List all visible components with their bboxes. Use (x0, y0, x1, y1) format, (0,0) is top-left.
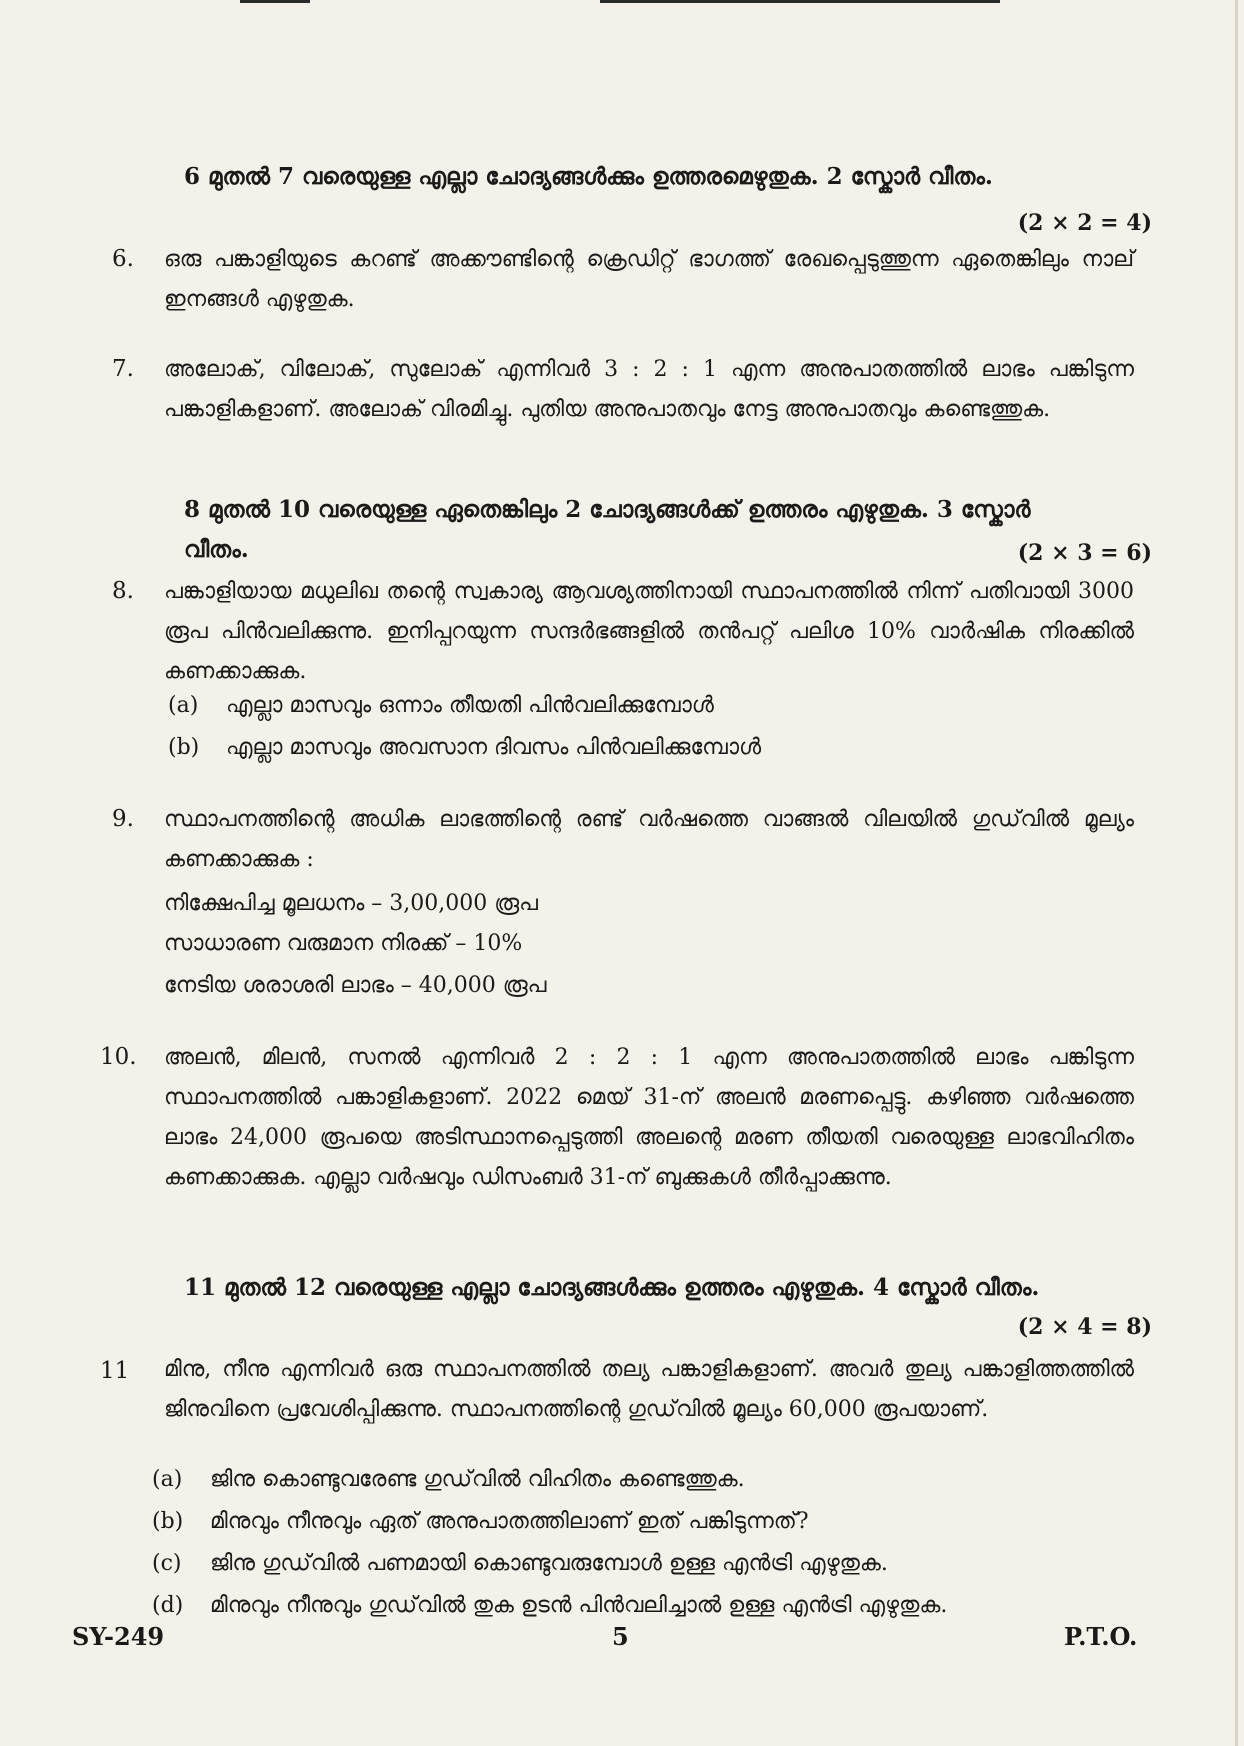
question-7-text: അലോക്, വിലോക്, സുലോക് എന്നിവർ 3 : 2 : 1 എന്ന അനുപാതത്തിൽ ലാഭം പങ്കിടുന്ന പങ്കാളികളാണ്. അലോക് വിരമിച്ചു. പുതിയ അനുപാതവും നേട്ട അനുപാതവും കണ്ടെത്തുക. (164, 357, 1134, 422)
please-turn-over: P.T.O. (1064, 1622, 1138, 1651)
question-number-11: 11 (100, 1358, 130, 1384)
question-11-text: മിനു, നീനു എന്നിവർ ഒരു സ്ഥാപനത്തിൽ തല്യ പങ്കാളികളാണ്. അവർ തുല്യ പങ്കാളിത്തത്തിൽ ജിനുവിനെ പ്രവേശിപ്പിക്കുന്നു. സ്ഥാപനത്തിന്റെ ഗുഡ്‌വിൽ മൂല്യം 60,000 രൂപയാണ്. (164, 1357, 1134, 1422)
paper-code: SY-249 (72, 1622, 165, 1651)
part-label: (b) (168, 735, 200, 760)
question-8-part-a (168, 686, 714, 726)
part-text: എല്ലാ മാസവും അവസാന ദിവസം പിൻവലിക്കുമ്പോൾ (226, 735, 762, 760)
part-text: ജിനു ഗുഡ്‌വിൽ പണമായി കൊണ്ടുവരുമ്പോൾ ഉള്ള എൻട്രി എഴുതുക. (210, 1551, 888, 1576)
part-label: (a) (168, 693, 199, 718)
top-edge-mark (600, 0, 1000, 3)
section-marks-6-7: (2 × 2 = 4) (1017, 210, 1152, 236)
part-text: മിനുവും നീനുവും ഏത് അനുപാതത്തിലാണ് ഇത് പങ്കിടുന്നത്? (210, 1509, 809, 1534)
question-8-part-b (168, 728, 761, 768)
question-11-part-c (152, 1544, 888, 1584)
question-6-text: ഒരു പങ്കാളിയുടെ കറണ്ട് അക്കൗണ്ടിന്റെ ക്രെഡിറ്റ് ഭാഗത്ത് രേഖപ്പെടുത്തുന്ന ഏതെങ്കിലും നാല് ഇനങ്ങൾ എഴുതുക. (164, 247, 1134, 312)
question-9-line-capital: നിക്ഷേപിച്ച മൂലധനം – 3,00,000 രൂപ (164, 891, 538, 916)
part-label: (c) (152, 1551, 182, 1576)
question-11-part-d (152, 1586, 947, 1626)
part-text: ജിനു കൊണ്ടുവരേണ്ട ഗുഡ്‌വിൽ വിഹിതം കണ്ടെത്തുക. (210, 1467, 745, 1492)
question-number-9: 9. (112, 806, 134, 832)
question-11-part-b (152, 1502, 809, 1542)
question-number-6: 6. (112, 246, 134, 272)
page-number: 5 (612, 1622, 629, 1651)
section-marks-11-12: (2 × 4 = 8) (1017, 1314, 1152, 1340)
part-label: (b) (152, 1509, 184, 1534)
question-number-8: 8. (112, 578, 134, 604)
question-number-7: 7. (112, 356, 134, 382)
question-8-text: പങ്കാളിയായ മധുലിഖ തന്റെ സ്വകാര്യ ആവശ്യത്തിനായി സ്ഥാപനത്തിൽ നിന്ന് പതിവായി 3000 രൂപ പിൻവലിക്കുന്നു. ഇനിപ്പറയുന്ന സന്ദർഭങ്ങളിൽ തൻപറ്റ് പലിശ 10% വാർഷിക നിരക്കിൽ കണക്കാക്കുക. (164, 579, 1134, 684)
part-text: മിനുവും നീനുവും ഗുഡ്‌വിൽ തുക ഉടൻ പിൻവലിച്ചാൽ ഉള്ള എൻട്രി എഴുതുക. (210, 1593, 948, 1618)
section-marks-8-10: (2 × 3 = 6) (1017, 540, 1152, 566)
section-heading-8-10: 8 മുതൽ 10 വരെയുള്ള ഏതെങ്കിലും 2 ചോദ്യങ്ങൾക്ക് ഉത്തരം എഴുതുക. 3 സ്കോർ വീതം. (184, 496, 1031, 563)
top-edge-mark (240, 0, 310, 3)
page-edge (1235, 0, 1238, 1746)
question-10-text: അലൻ, മിലൻ, സനൽ എന്നിവർ 2 : 2 : 1 എന്ന അനുപാതത്തിൽ ലാഭം പങ്കിടുന്ന സ്ഥാപനത്തിൽ പങ്കാളികളാണ്. 2022 മെയ് 31-ന് അലൻ മരണപ്പെട്ടു. കഴിഞ്ഞ വർഷത്തെ ലാഭം 24,000 രൂപയെ അടിസ്ഥാനപ്പെടുത്തി അലന്റെ മരണ തീയതി വരെയുള്ള ലാഭവിഹിതം കണക്കാക്കുക. എല്ലാ വർഷവും ഡിസംബർ 31-ന് ബുക്കുകൾ തീർപ്പാക്കുന്നു. (164, 1045, 1134, 1190)
part-text: എല്ലാ മാസവും ഒന്നാം തീയതി പിൻവലിക്കുമ്പോൾ (226, 693, 714, 718)
question-11-part-a (152, 1460, 745, 1500)
part-label: (a) (152, 1467, 183, 1492)
section-heading-11-12: 11 മുതൽ 12 വരെയുള്ള എല്ലാ ചോദ്യങ്ങൾക്കും ഉത്തരം എഴുതുക. 4 സ്കോർ വീതം. (184, 1274, 1040, 1301)
question-9-text: സ്ഥാപനത്തിന്റെ അധിക ലാഭത്തിന്റെ രണ്ട് വർഷത്തെ വാങ്ങൽ വിലയിൽ ഗുഡ്‌വിൽ മൂല്യം കണക്കാക്കുക : (164, 807, 1134, 872)
question-9-line-rate: സാധാരണ വരുമാന നിരക്ക് – 10% (164, 931, 523, 956)
part-label: (d) (152, 1593, 184, 1618)
question-number-10: 10. (100, 1044, 137, 1070)
section-heading-6-7: 6 മുതൽ 7 വരെയുള്ള എല്ലാ ചോദ്യങ്ങൾക്കും ഉത്തരമെഴുതുക. 2 സ്കോർ വീതം. (184, 163, 993, 190)
question-9-line-profit: നേടിയ ശരാശരി ലാഭം – 40,000 രൂപ (164, 973, 547, 998)
